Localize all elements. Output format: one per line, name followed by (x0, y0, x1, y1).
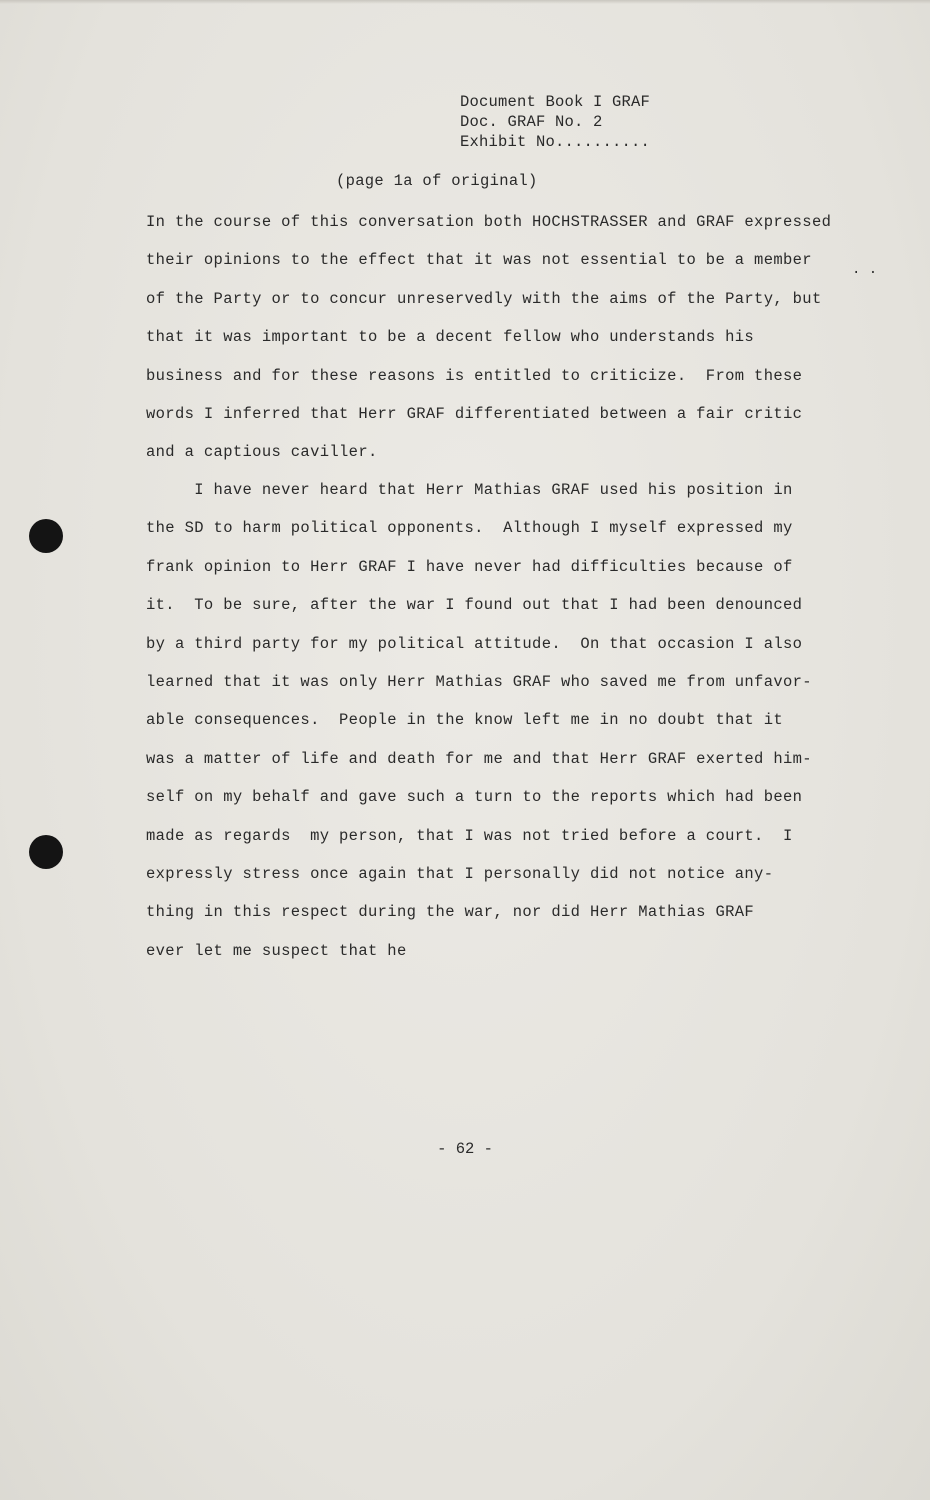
paragraph-2 (146, 480, 846, 979)
text-line: In the course of this conversation both HOCHSTRASSER and GRAF expressed (146, 213, 832, 231)
text-line: of the Party or to concur unreservedly with the aims of the Party, but (146, 289, 822, 308)
punch-hole-lower (29, 835, 63, 869)
text-line: business and for these reasons is entitled to criticize. From these (146, 366, 803, 385)
document-book-label: Document Book I GRAF (460, 93, 651, 111)
text-line: and a captious caviller. (146, 443, 378, 462)
text-line: it. To be sure, after the war I found out that I had been denounced (146, 596, 803, 615)
document-header (460, 92, 650, 152)
text-line: made as regards my person, that I was not tried before a court. I (146, 826, 793, 845)
text-line: that it was important to be a decent fellow who understands his (146, 328, 755, 347)
text-line: expressly stress once again that I personally did not notice any- (146, 864, 774, 883)
text-line: I have never heard that Herr Mathias GRAF used his position in (146, 481, 793, 499)
exhibit-number-label: Exhibit No.......... (460, 133, 651, 151)
text-line: able consequences. People in the know left me in no doubt that it (146, 711, 783, 730)
stray-mark: . . (852, 262, 878, 278)
text-line: by a third party for my political attitude. On that occasion I also (146, 634, 803, 653)
text-line: self on my behalf and gave such a turn to the reports which had been (146, 788, 803, 807)
doc-number-label: Doc. GRAF No. 2 (460, 113, 603, 131)
text-line: was a matter of life and death for me and that Herr GRAF exerted him- (146, 749, 812, 768)
text-line: learned that it was only Herr Mathias GRAF who saved me from unfavor- (146, 672, 812, 691)
punch-hole-upper (29, 519, 63, 553)
page-top-edge (0, 0, 930, 4)
paragraph-1 (146, 212, 846, 481)
text-line: words I inferred that Herr GRAF differentiated between a fair critic (146, 404, 803, 423)
text-line: their opinions to the effect that it was not essential to be a member (146, 251, 812, 270)
text-line: thing in this respect during the war, nor did Herr Mathias GRAF (146, 903, 755, 922)
text-line: the SD to harm political opponents. Although I myself expressed my (146, 519, 793, 538)
text-line: frank opinion to Herr GRAF I have never had difficulties because of (146, 557, 793, 576)
page-number: - 62 - (437, 1140, 493, 1158)
page-reference: (page 1a of original) (336, 172, 538, 190)
text-line: ever let me suspect that he (146, 941, 407, 960)
